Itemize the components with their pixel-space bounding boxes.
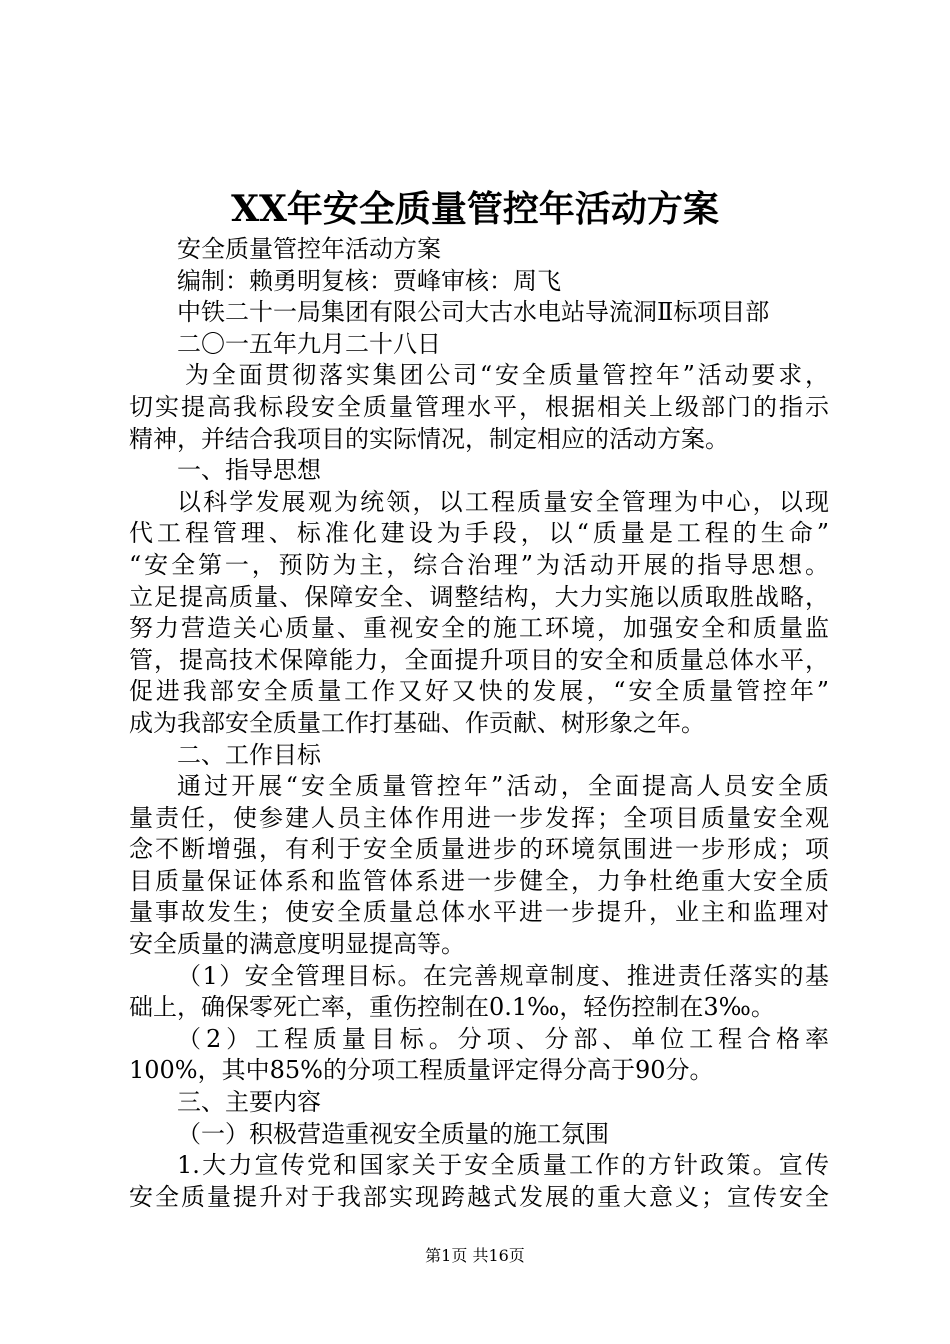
text-line: 中铁二十一局集团有限公司大古水电站导流洞Ⅱ标项目部 [177,298,770,327]
text-line: 量责任，使参建人员主体作用进一步发挥；全项目质量安全观 [129,803,829,832]
section-heading: 二、工作目标 [177,740,321,769]
text-line: 量事故发生；使安全质量总体水平进一步提升，业主和监理对 [129,898,829,927]
text-line: （1）安全管理目标。在完善规章制度、推进责任落实的基 [177,961,829,990]
text-line: 安全质量管控年活动方案 [177,235,441,263]
text-line: 为全面贯彻落实集团公司“安全质量管控年”活动要求， [185,361,829,390]
text-line: 念不断增强，有利于安全质量进步的环境氛围进一步形成；项 [129,835,829,864]
text-line: 100%，其中85%的分项工程质量评定得分高于90分。 [129,1056,714,1085]
text-line: 立足提高质量、保障安全、调整结构，大力实施以质取胜战略， [129,582,829,611]
text-line: 安全质量的满意度明显提高等。 [129,930,465,959]
document-body [129,234,829,1213]
text-line: 1.大力宣传党和国家关于安全质量工作的方针政策。宣传 [177,1151,829,1180]
text-line: 管，提高技术保障能力，全面提升项目的安全和质量总体水平， [129,645,829,674]
text-line: 精神，并结合我项目的实际情况，制定相应的活动方案。 [129,424,729,453]
text-line: 二〇一五年九月二十八日 [177,329,441,358]
text-line: 安全质量提升对于我部实现跨越式发展的重大意义；宣传安全 [129,1182,829,1211]
text-line: 以科学发展观为统领，以工程质量安全管理为中心，以现 [177,487,829,516]
subsection-heading: （一）积极营造重视安全质量的施工氛围 [177,1119,609,1148]
text-line: 代工程管理、标准化建设为手段，以“质量是工程的生命” [129,519,829,548]
text-line: “安全第一，预防为主，综合治理”为活动开展的指导思想。 [129,550,829,579]
text-line: 努力营造关心质量、重视安全的施工环境，加强安全和质量监 [129,614,829,643]
text-line: 切实提高我标段安全质量管理水平，根据相关上级部门的指示 [129,392,829,421]
text-line: 促进我部安全质量工作又好又快的发展，“安全质量管控年” [129,677,829,706]
page-number-footer: 第1页 共16页 [425,1246,525,1265]
document-title: XX年安全质量管控年活动方案 [231,188,719,230]
section-heading: 三、主要内容 [177,1088,321,1117]
text-line: （2）工程质量目标。分项、分部、单位工程合格率 [177,1024,829,1053]
text-line: 编制：赖勇明复核：贾峰审核：周飞 [177,266,561,295]
text-line: 目质量保证体系和监管体系进一步健全，力争杜绝重大安全质 [129,866,829,895]
text-line: 础上，确保零死亡率，重伤控制在0.1‰，轻伤控制在3‰。 [129,993,775,1022]
text-line: 成为我部安全质量工作打基础、作贡献、树形象之年。 [129,708,705,737]
text-line: 通过开展“安全质量管控年”活动，全面提高人员安全质 [177,772,829,801]
section-heading: 一、指导思想 [177,456,321,485]
